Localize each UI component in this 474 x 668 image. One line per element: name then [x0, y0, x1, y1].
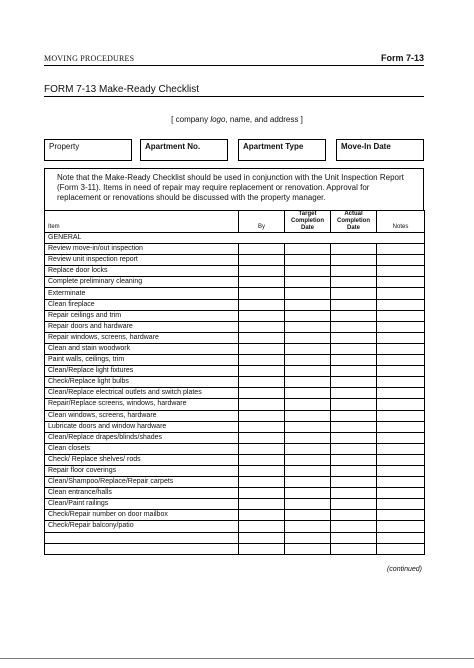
checklist-item: Clean fireplace [45, 299, 239, 310]
notes-cell[interactable] [377, 521, 425, 532]
by-cell[interactable] [239, 288, 285, 299]
by-cell[interactable] [239, 310, 285, 321]
by-cell[interactable] [239, 443, 285, 454]
by-cell[interactable] [239, 454, 285, 465]
notes-cell[interactable] [377, 310, 425, 321]
by-cell[interactable] [239, 299, 285, 310]
notes-cell[interactable] [377, 388, 425, 399]
table-row [45, 521, 425, 532]
target-date-cell[interactable] [285, 488, 331, 499]
table-row [45, 499, 425, 510]
table-row [45, 421, 425, 432]
form-title: FORM 7-13 Make-Ready Checklist [44, 84, 200, 95]
notes-cell[interactable] [377, 255, 425, 266]
table-row [45, 321, 425, 332]
apartment-type-field[interactable]: Apartment Type [238, 139, 326, 161]
checklist-item: Clean/Replace electrical outlets and switch plates [45, 388, 239, 399]
by-cell[interactable] [239, 321, 285, 332]
notes-cell[interactable] [377, 277, 425, 288]
target-date-cell[interactable] [285, 310, 331, 321]
actual-date-cell[interactable] [331, 543, 377, 554]
checklist-item: Check/Repair number on door mailbox [45, 510, 239, 521]
target-date-cell[interactable] [285, 521, 331, 532]
checklist-table [44, 210, 425, 555]
checklist-item: Clean windows, screens, hardware [45, 410, 239, 421]
actual-date-cell[interactable] [331, 332, 377, 343]
by-cell[interactable] [239, 244, 285, 255]
notes-cell[interactable] [377, 366, 425, 377]
table-row [45, 266, 425, 277]
by-cell[interactable] [239, 510, 285, 521]
actual-date-cell[interactable] [331, 532, 377, 543]
checklist-item: Clean/Replace drapes/blinds/shades [45, 432, 239, 443]
target-date-cell[interactable] [285, 299, 331, 310]
checklist-item: Clean and stain woodwork [45, 343, 239, 354]
notes-cell[interactable] [377, 443, 425, 454]
checklist-item [45, 532, 239, 543]
checklist-item: Check/Replace light bulbs [45, 377, 239, 388]
table-row [45, 343, 425, 354]
actual-date-cell[interactable] [331, 388, 377, 399]
notes-cell[interactable] [377, 421, 425, 432]
target-date-cell[interactable] [285, 377, 331, 388]
notes-cell[interactable] [377, 465, 425, 476]
table-row [45, 310, 425, 321]
target-date-cell[interactable] [285, 343, 331, 354]
actual-date-cell[interactable] [331, 366, 377, 377]
checklist-item: Paint walls, ceilings, trim [45, 355, 239, 366]
actual-date-cell[interactable] [331, 255, 377, 266]
table-header-row [45, 211, 425, 233]
target-date-cell[interactable] [285, 288, 331, 299]
actual-date-cell[interactable] [331, 510, 377, 521]
checklist-item: Complete preliminary cleaning [45, 277, 239, 288]
table-row [45, 299, 425, 310]
checklist-item: Clean/Replace light fixtures [45, 366, 239, 377]
notes-cell[interactable] [377, 321, 425, 332]
checklist-item: Review unit inspection report [45, 255, 239, 266]
table-row [45, 410, 425, 421]
actual-date-cell[interactable] [331, 477, 377, 488]
target-date-cell[interactable] [285, 266, 331, 277]
actual-date-cell[interactable] [331, 288, 377, 299]
target-date-cell[interactable] [285, 432, 331, 443]
header-rule [44, 65, 424, 66]
actual-date-cell[interactable] [331, 355, 377, 366]
checklist-item: Clean entrance/halls [45, 488, 239, 499]
target-date-cell[interactable] [285, 510, 331, 521]
actual-date-cell[interactable] [331, 277, 377, 288]
target-date-cell[interactable] [285, 255, 331, 266]
target-date-cell[interactable] [285, 399, 331, 410]
checklist-item: Review move-in/out inspection [45, 244, 239, 255]
actual-date-cell[interactable] [331, 521, 377, 532]
table-row [45, 465, 425, 476]
by-cell[interactable] [239, 543, 285, 554]
by-cell[interactable] [239, 421, 285, 432]
checklist-item: Repair doors and hardware [45, 321, 239, 332]
notes-cell[interactable] [377, 355, 425, 366]
target-date-cell[interactable] [285, 499, 331, 510]
notes-cell[interactable] [377, 343, 425, 354]
actual-date-cell[interactable] [331, 421, 377, 432]
instruction-note: Note that the Make-Ready Checklist should be used in conjunction with the Unit Inspection Report (Form 3-11). Items in need of repair may require replacement or renovation. Approval for replacement or renovations should be discussed with the property manager. [44, 168, 424, 210]
actual-date-cell[interactable] [331, 465, 377, 476]
actual-date-cell[interactable] [331, 499, 377, 510]
checklist-item: Repair ceilings and trim [45, 310, 239, 321]
target-date-cell[interactable] [285, 277, 331, 288]
property-field[interactable]: Property [44, 139, 132, 161]
apartment-no-field[interactable]: Apartment No. [140, 139, 228, 161]
checklist-item: Repair/Replace screens, windows, hardware [45, 399, 239, 410]
table-row [45, 277, 425, 288]
target-date-cell[interactable] [285, 355, 331, 366]
notes-cell[interactable] [377, 432, 425, 443]
column-header-target-date: Target Completion Date [285, 211, 331, 233]
target-date-cell[interactable] [285, 532, 331, 543]
notes-cell[interactable] [377, 332, 425, 343]
actual-date-cell[interactable] [331, 266, 377, 277]
target-date-cell[interactable] [285, 410, 331, 421]
section-row [45, 233, 425, 244]
notes-cell[interactable] [377, 510, 425, 521]
checklist-item: Check/ Replace shelves/ rods [45, 454, 239, 465]
notes-cell[interactable] [377, 410, 425, 421]
title-rule [44, 96, 424, 97]
table-row [45, 288, 425, 299]
table-row [45, 399, 425, 410]
section-label: GENERAL [45, 233, 425, 244]
by-cell[interactable] [239, 366, 285, 377]
table-row [45, 543, 425, 554]
checklist-item [45, 543, 239, 554]
target-date-cell[interactable] [285, 421, 331, 432]
column-header-by: By [239, 211, 285, 233]
actual-date-cell[interactable] [331, 432, 377, 443]
actual-date-cell[interactable] [331, 310, 377, 321]
target-date-cell[interactable] [285, 543, 331, 554]
target-date-cell[interactable] [285, 321, 331, 332]
table-row [45, 377, 425, 388]
target-date-cell[interactable] [285, 477, 331, 488]
table-row [45, 454, 425, 465]
continued-note: (continued) [386, 566, 422, 573]
notes-cell[interactable] [377, 499, 425, 510]
column-header-notes: Notes [377, 211, 425, 233]
table-row [45, 355, 425, 366]
company-placeholder: [ company logo, name, and address ] [171, 115, 303, 124]
target-date-cell[interactable] [285, 443, 331, 454]
notes-cell[interactable] [377, 543, 425, 554]
form-number: Form 7-13 [380, 53, 424, 63]
checklist-item: Clean/Shampoo/Replace/Repair carpets [45, 477, 239, 488]
by-cell[interactable] [239, 332, 285, 343]
table-row [45, 532, 425, 543]
notes-cell[interactable] [377, 477, 425, 488]
notes-cell[interactable] [377, 299, 425, 310]
checklist-item: Exterminate [45, 288, 239, 299]
table-row [45, 510, 425, 521]
by-cell[interactable] [239, 266, 285, 277]
column-header-item: Item [45, 211, 239, 233]
target-date-cell[interactable] [285, 244, 331, 255]
notes-cell[interactable] [377, 288, 425, 299]
table-row [45, 488, 425, 499]
table-row [45, 366, 425, 377]
table-row [45, 388, 425, 399]
table-row [45, 477, 425, 488]
checklist-item: Clean/Paint railings [45, 499, 239, 510]
by-cell[interactable] [239, 521, 285, 532]
actual-date-cell[interactable] [331, 244, 377, 255]
actual-date-cell[interactable] [331, 399, 377, 410]
by-cell[interactable] [239, 532, 285, 543]
by-cell[interactable] [239, 432, 285, 443]
actual-date-cell[interactable] [331, 410, 377, 421]
table-row [45, 443, 425, 454]
by-cell[interactable] [239, 255, 285, 266]
target-date-cell[interactable] [285, 366, 331, 377]
move-in-date-field[interactable]: Move-In Date [336, 139, 424, 161]
section-header: MOVING PROCEDURES [44, 54, 135, 63]
actual-date-cell[interactable] [331, 321, 377, 332]
table-row [45, 432, 425, 443]
target-date-cell[interactable] [285, 454, 331, 465]
notes-cell[interactable] [377, 244, 425, 255]
notes-cell[interactable] [377, 399, 425, 410]
by-cell[interactable] [239, 277, 285, 288]
table-row [45, 255, 425, 266]
notes-cell[interactable] [377, 488, 425, 499]
target-date-cell[interactable] [285, 388, 331, 399]
target-date-cell[interactable] [285, 465, 331, 476]
by-cell[interactable] [239, 488, 285, 499]
by-cell[interactable] [239, 410, 285, 421]
by-cell[interactable] [239, 499, 285, 510]
table-row [45, 332, 425, 343]
checklist-item: Repair floor coverings [45, 465, 239, 476]
by-cell[interactable] [239, 399, 285, 410]
column-header-actual-date: Actual Completion Date [331, 211, 377, 233]
by-cell[interactable] [239, 377, 285, 388]
actual-date-cell[interactable] [331, 343, 377, 354]
actual-date-cell[interactable] [331, 488, 377, 499]
by-cell[interactable] [239, 465, 285, 476]
checklist-item: Clean closets [45, 443, 239, 454]
by-cell[interactable] [239, 343, 285, 354]
notes-cell[interactable] [377, 377, 425, 388]
by-cell[interactable] [239, 355, 285, 366]
notes-cell[interactable] [377, 454, 425, 465]
by-cell[interactable] [239, 388, 285, 399]
notes-cell[interactable] [377, 532, 425, 543]
checklist-item: Lubricate doors and window hardware [45, 421, 239, 432]
checklist-item: Replace door locks [45, 266, 239, 277]
target-date-cell[interactable] [285, 332, 331, 343]
actual-date-cell[interactable] [331, 377, 377, 388]
checklist-item: Check/Repair balcony/patio [45, 521, 239, 532]
actual-date-cell[interactable] [331, 454, 377, 465]
notes-cell[interactable] [377, 266, 425, 277]
checklist-item: Repair windows, screens, hardware [45, 332, 239, 343]
table-row [45, 244, 425, 255]
actual-date-cell[interactable] [331, 299, 377, 310]
page-edge [0, 658, 474, 659]
by-cell[interactable] [239, 477, 285, 488]
actual-date-cell[interactable] [331, 443, 377, 454]
